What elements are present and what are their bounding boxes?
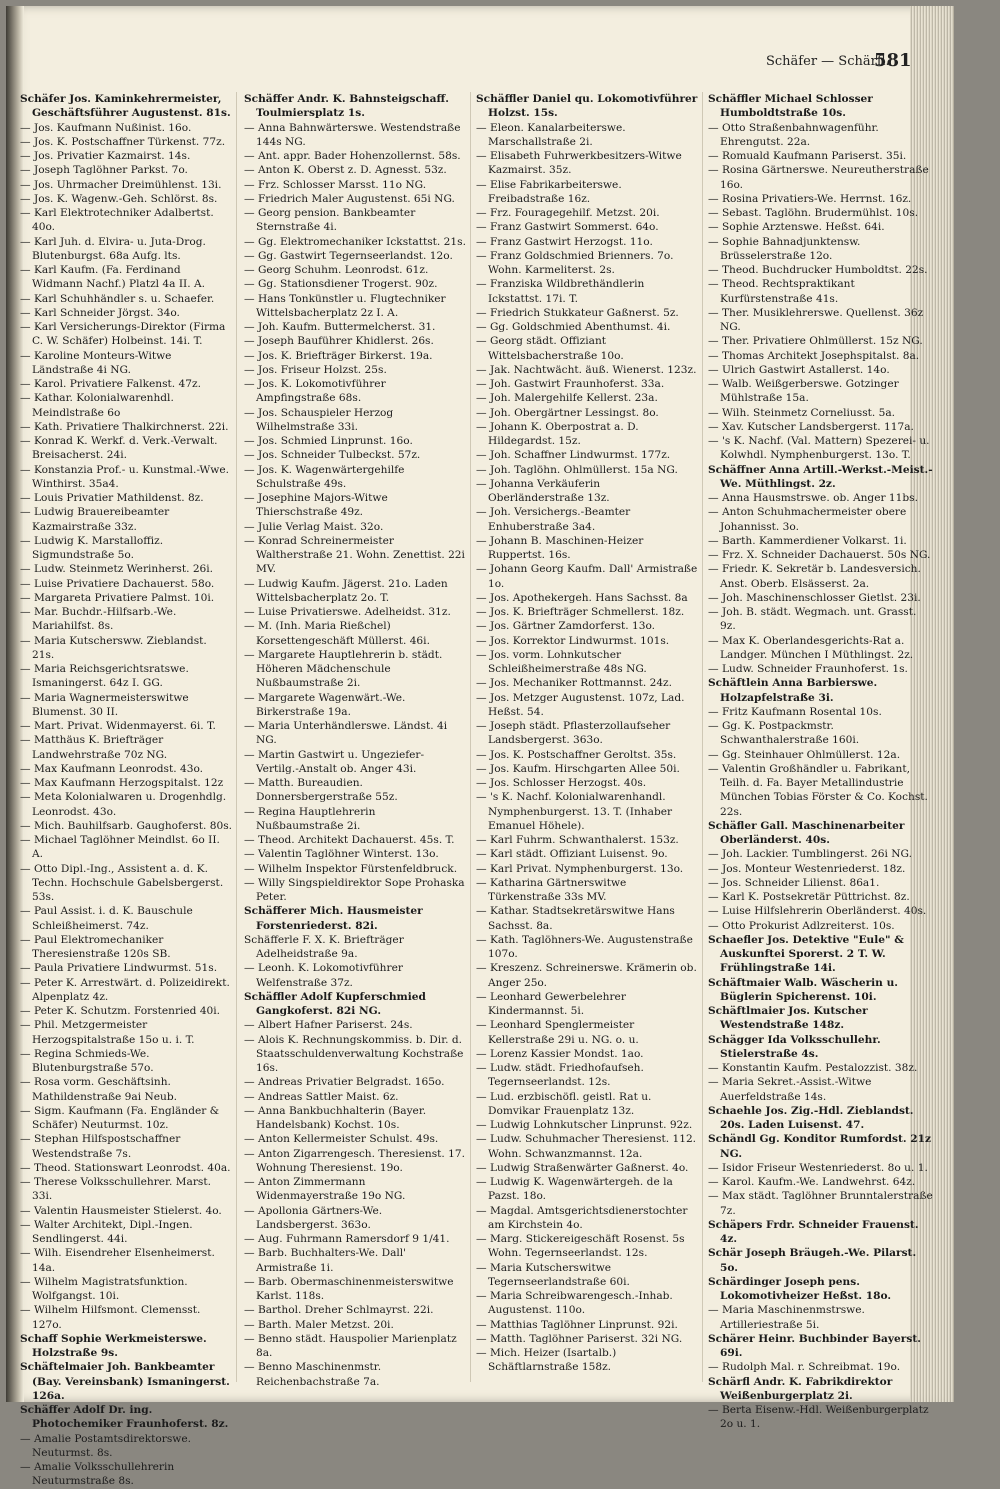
directory-entry: — Rosa vorm. Geschäftsinh. Mathildenstraße 9ai Neub.: [20, 1076, 178, 1103]
directory-entry: — Jos. Uhrmacher Dreimühlenst. 13i.: [20, 178, 222, 191]
running-title: Schäfer — Schärfl.: [766, 54, 890, 69]
directory-entry: — Ludwig K. Wagenwärtergeh. de la Pazst. 18o.: [476, 1176, 673, 1203]
directory-entry: — Lud. erzbischöfl. geistl. Rat u. Domvikar Frauenplatz 13z.: [476, 1090, 652, 1117]
directory-entry-surname: Schäftmaier Walb. Wäscherin u. Büglerin Spicherenst. 10i.: [708, 976, 898, 1003]
directory-entry: — Maria Wagnermeisterswitwe Blumenst. 30 II.: [20, 691, 189, 718]
directory-entry: — Joh. Versichergs.-Beamter Enhuberstraße 3a4.: [476, 506, 631, 533]
directory-entry: — Friedr. K. Sekretär b. Landesversich. Anst. Oberb. Elsässerst. 2a.: [708, 563, 921, 590]
directory-entry: — Amalie Postamtsdirektorswe. Neuturmst. 8s.: [20, 1432, 191, 1459]
directory-entry: — Johann Georg Kaufm. Dall' Armistraße 1o.: [476, 563, 698, 590]
directory-entry: — Margareta Privatiere Palmst. 10i.: [20, 591, 215, 604]
directory-entry: — Valentin Großhändler u. Fabrikant, Teilh. d. Fa. Bayer Metallindustrie München Tobias Förster & Co. Kochst. 22s.: [708, 762, 928, 818]
directory-entry: — Theod. Buchdrucker Humboldtst. 22s.: [708, 264, 928, 276]
directory-entry: — Ludwig Brauereibeamter Kazmairstraße 33z.: [20, 506, 170, 533]
directory-entry: Schäfferle F. X. K. Briefträger Adelheidstraße 9a.: [244, 933, 404, 960]
directory-entry: — Karl Schneider Jörgst. 34o.: [20, 306, 180, 319]
directory-entry: — Eleon. Kanalarbeiterswe. Marschallstraße 2i.: [476, 121, 626, 148]
directory-entry: — Joh. Gastwirt Fraunhoferst. 33a.: [476, 378, 665, 390]
directory-entry: — Rosina Privatiers-We. Herrnst. 16z.: [708, 192, 912, 205]
directory-entry: — Alois K. Rechnungskommiss. b. Dir. d. Staatsschuldenverwaltung Kochstraße 16s.: [244, 1033, 464, 1074]
directory-entry: — Gg. Elektromechaniker Ickstattst. 21s.: [244, 235, 466, 248]
directory-entry: — Hans Tonkünstler u. Flugtechniker Wittelsbacherplatz 2z I. A.: [244, 292, 446, 319]
directory-entry: — Joh. B. städt. Wegmach. unt. Grasst. 9z.: [708, 606, 917, 633]
directory-entry: — Friedrich Stukkateur Gaßnerst. 5z.: [476, 306, 679, 319]
directory-entry: — Joh. Maschinenschlosser Gietlst. 23i.: [708, 591, 921, 604]
directory-entry: — Franz Gastwirt Sommerst. 64o.: [476, 221, 659, 234]
directory-entry: — Leonhard Spenglermeister Kellerstraße 29i u. NG. o. u.: [476, 1019, 639, 1046]
directory-entry-surname: Schäftlein Anna Barbierswe. Holzapfelstraße 3i.: [708, 677, 878, 704]
directory-entry: — Valentin Hausmeister Stielerst. 4o.: [20, 1204, 222, 1217]
column-divider: [702, 92, 703, 1382]
directory-entry: — Louis Privatier Mathildenst. 8z.: [20, 492, 204, 504]
directory-entry: — Maria Reichsgerichtsratswe. Ismaningerst. 64z I. GG.: [20, 663, 189, 690]
directory-entry: — Karl Versicherungs-Direktor (Firma C. W. Schäfer) Holbeinst. 14i. T.: [20, 321, 226, 348]
directory-entry: — Marg. Stickereigeschäft Rosenst. 5s Wohn. Tegernseerlandst. 12s.: [476, 1233, 685, 1260]
directory-entry: — Joh. Taglöhn. Ohlmüllerst. 15a NG.: [476, 463, 678, 476]
directory-entry: — Georg Schuhm. Leonrodst. 61z.: [244, 264, 429, 276]
directory-entry: — Wilh. Steinmetz Corneliusst. 5a.: [708, 406, 896, 419]
directory-entry: — Ant. appr. Bader Hohenzollernst. 58s.: [244, 150, 461, 162]
directory-entry: — Thomas Architekt Josephspitalst. 8a.: [708, 349, 920, 362]
directory-entry-surname: Schäftlmaier Jos. Kutscher Westendstraße 148z.: [708, 1005, 868, 1032]
directory-entry-surname: Schärer Heinr. Buchbinder Bayerst. 69i.: [708, 1332, 921, 1359]
directory-entry: — Karl Juh. d. Elvira- u. Juta-Drog. Blutenburgst. 68a Aufg. lts.: [20, 235, 206, 262]
directory-entry: — Wilhelm Inspektor Fürstenfeldbruck.: [244, 862, 458, 875]
directory-entry: — Theod. Architekt Dachauerst. 45s. T.: [244, 834, 455, 846]
directory-entry: — Gg. K. Postpackmstr. Schwanthalerstraße 160i.: [708, 720, 860, 747]
directory-entry: — Jos. Schmied Linprunst. 16o.: [244, 435, 413, 447]
directory-entry: — Mich. Heizer (Isartalb.) Schäftlarnstraße 158z.: [476, 1347, 617, 1374]
directory-entry: — Konrad Schreinermeister Waltherstraße 21. Wohn. Zenettist. 22i MV.: [244, 534, 465, 576]
directory-entry: — Phil. Metzgermeister Herzogspitalstraße 15o u. i. T.: [20, 1019, 195, 1046]
directory-entry: — Konrad K. Werkf. d. Verk.-Verwalt. Breisacherst. 24i.: [20, 435, 218, 462]
directory-entry: — Mar. Buchdr.-Hilfsarb.-We. Mariahilfst. 8s.: [20, 606, 177, 633]
directory-entry: — Jos. Kaufmann Nußinist. 16o.: [20, 121, 192, 134]
directory-entry: — Barth. Kammerdiener Volkarst. 1i.: [708, 534, 907, 547]
directory-entry: — Andreas Sattler Maist. 6z.: [244, 1090, 399, 1103]
directory-entry: — Lorenz Kassier Mondst. 1ao.: [476, 1047, 644, 1060]
directory-entry: — Albert Hafner Pariserst. 24s.: [244, 1019, 413, 1032]
directory-entry: — Karl Privat. Nymphenburgerst. 13o.: [476, 862, 684, 875]
directory-entry: — Stephan Hilfspostschaffner Westendstraße 7s.: [20, 1133, 181, 1160]
directory-entry: — Benno Maschinenmstr. Reichenbachstraße 7a.: [244, 1361, 382, 1388]
directory-page: [6, 6, 954, 1488]
directory-entry: — Jos. Schneider Tulbeckst. 57z.: [244, 449, 421, 462]
directory-entry: — Theod. Rechtspraktikant Kurfürstenstraße 41s.: [708, 278, 855, 305]
directory-entry: — Jos. Apothekergeh. Hans Sachsst. 8a: [476, 591, 688, 604]
directory-entry: — Frz. Schlosser Marsst. 11o NG.: [244, 178, 427, 191]
directory-entry: — Paula Privatiere Lindwurmst. 51s.: [20, 962, 218, 975]
directory-entry: — Mart. Privat. Widenmayerst. 6i. T.: [20, 720, 216, 732]
directory-entry: — Maria Sekret.-Assist.-Witwe Auerfeldstraße 14s.: [708, 1076, 872, 1103]
directory-entry: — Ludw. Schuhmacher Theresienst. 112. Wohn. Schwanzmannst. 12a.: [476, 1133, 697, 1160]
directory-entry: — Regina Hauptlehrerin Nußbaumstraße 2i.: [244, 805, 376, 832]
directory-entry-surname: Schäffler Michael Schlosser Humboldtstraße 10s.: [708, 93, 873, 120]
directory-entry: — Maria Kutscherswitwe Tegernseerlandstraße 60i.: [476, 1261, 630, 1288]
directory-entry: — Sigm. Kaufmann (Fa. Engländer & Schäfer) Neuturmst. 10z.: [20, 1104, 220, 1131]
directory-entry: — Magdal. Amtsgerichtsdienerstochter am Kirchstein 4o.: [476, 1204, 688, 1231]
directory-entry: — Jos. K. Wagenwärtergehilfe Schulstraße 49s.: [244, 463, 405, 490]
directory-entry: — Otto Straßenbahnwagenführ. Ehrengutst. 22a.: [708, 121, 879, 148]
directory-entry: — Otto Dipl.-Ing., Assistent a. d. K. Techn. Hochschule Gabelsbergerst. 53s.: [20, 862, 224, 903]
directory-entry: — Joh. Schaffner Lindwurmst. 177z.: [476, 449, 671, 462]
directory-entry: — Meta Kolonialwaren u. Drogenhdlg. Leonrodst. 43o.: [20, 791, 227, 818]
directory-entry-surname: Schäfer Jos. Kaminkehrermeister, Geschäftsführer Augustenst. 81s.: [20, 93, 231, 120]
directory-entry-surname: Schaefler Jos. Detektive "Eule" & Auskunftei Sporerst. 2 T. W. Frühlingstraße 14i.: [708, 933, 904, 975]
directory-entry: — Walb. Weißgerberswe. Gotzinger Mühlstraße 15a.: [708, 378, 899, 405]
directory-entry: — 's K. Nachf. (Val. Mattern) Spezerei- u. Kolwhdl. Nymphenburgerst. 13o. T.: [708, 435, 930, 462]
directory-entry: — Peter K. Schutzm. Forstenried 40i.: [20, 1005, 221, 1017]
directory-entry: — Jos. Metzger Augustenst. 107z, Lad. Heßst. 54.: [476, 691, 685, 718]
directory-entry: — Maria Unterhändlerswe. Ländst. 4i NG.: [244, 720, 448, 747]
directory-entry: — Anna Hausmstrswe. ob. Anger 11bs.: [708, 492, 918, 504]
directory-entry: — Joseph Taglöhner Parkst. 7o.: [20, 164, 188, 177]
directory-entry: — Karoline Monteurs-Witwe Ländstraße 4i NG.: [20, 349, 172, 376]
directory-entry: — Franz Gastwirt Herzogst. 11o.: [476, 235, 653, 248]
directory-entry-surname: Schäffer Andr. K. Bahnsteigschaff. Toulmiersplatz 1s.: [244, 93, 449, 120]
directory-entry: — Gg. Steinhauer Ohlmüllerst. 12a.: [708, 748, 901, 761]
directory-entry: — Anton Schuhmachermeister obere Johannisst. 3o.: [708, 506, 907, 533]
directory-entry: — Ludw. städt. Friedhofaufseh. Tegernseerlandst. 12s.: [476, 1062, 644, 1089]
directory-entry: — Mich. Bauhilfsarb. Gaughoferst. 80s.: [20, 819, 233, 832]
directory-entry: — Luise Privatiere Dachauerst. 58o.: [20, 577, 215, 590]
directory-entry: — Margarete Wagenwärt.-We. Birkerstraße 19a.: [244, 691, 406, 718]
directory-entry: — Jos. Mechaniker Rottmannst. 24z.: [476, 677, 673, 690]
directory-entry: — Konstanzia Prof.- u. Kunstmal.-Wwe. Winthirst. 35a4.: [20, 463, 229, 490]
directory-entry: — Peter K. Arrestwärt. d. Polizeidirekt. Alpenplatz 4z.: [20, 976, 230, 1003]
directory-entry: — Xav. Kutscher Landsbergerst. 117a.: [708, 420, 914, 433]
directory-entry: — Fritz Kaufmann Rosental 10s.: [708, 705, 882, 718]
directory-entry: — Joh. Obergärtner Lessingst. 8o.: [476, 406, 659, 419]
directory-entry: — Konstantin Kaufm. Pestalozzist. 38z.: [708, 1062, 918, 1074]
directory-entry: — Jos. vorm. Lohnkutscher Schleißheimerstraße 48s NG.: [476, 648, 647, 675]
directory-entry-surname: Schäffler Daniel qu. Lokomotivführer Holzst. 15s.: [476, 93, 698, 120]
directory-entry: — Wilhelm Hilfsmont. Clemensst. 127o.: [20, 1304, 201, 1331]
directory-entry: — Franziska Wildbrethändlerin Ickstattst. 17i. T.: [476, 278, 645, 305]
directory-entry: — Ludwig Lohnkutscher Linprunst. 92z.: [476, 1119, 693, 1131]
directory-entry: — Ther. Privatiere Ohlmüllerst. 15z NG.: [708, 335, 923, 348]
directory-entry: — Max Kaufmann Leonrodst. 43o.: [20, 762, 204, 775]
directory-entry-surname: Schäfler Gall. Maschinenarbeiter Oberländerst. 40s.: [708, 819, 905, 846]
directory-entry: — Paul Elektromechaniker Theresienstraße 120s SB.: [20, 933, 171, 960]
directory-entry: — Ludwig Straßenwärter Gaßnerst. 4o.: [476, 1161, 689, 1174]
directory-entry: — 's K. Nachf. Kolonialwarenhandl. Nymphenburgerst. 13. T. (Inhaber Emanuel Höhele).: [476, 791, 673, 832]
column-2: [244, 92, 466, 1392]
directory-entry: — Leonh. K. Lokomotivführer Welfenstraße 37z.: [244, 962, 403, 989]
page-header: [736, 46, 936, 76]
directory-entry: — Wilhelm Magistratsfunktion. Wolfgangst. 10i.: [20, 1275, 188, 1302]
directory-entry: — Otto Prokurist Adlzreiterst. 10s.: [708, 919, 895, 932]
directory-entry: — Barthol. Dreher Schlmayrst. 22i.: [244, 1304, 434, 1317]
directory-entry: — Berta Eisenw.-Hdl. Weißenburgerplatz 2o u. 1.: [708, 1404, 929, 1431]
directory-entry: — Karol. Privatiere Falkenst. 47z.: [20, 378, 201, 390]
directory-entry: — Ther. Musiklehrerswe. Quellenst. 36z NG.: [708, 306, 924, 333]
directory-entry-surname: Schäffer Adolf Dr. ing. Photochemiker Fraunhoferst. 8z.: [20, 1404, 229, 1431]
directory-entry: — Ludw. Steinmetz Werinherst. 26i.: [20, 563, 214, 576]
directory-entry: — Joseph städt. Pflasterzollaufseher Landsbergerst. 363o.: [476, 720, 671, 747]
directory-entry-surname: Schäpers Frdr. Schneider Frauenst. 4z.: [708, 1218, 919, 1245]
directory-entry: — Elisabeth Fuhrwerkbesitzers-Witwe Kazmairst. 35z.: [476, 150, 682, 177]
directory-entry: — Maria Schreibwarengesch.-Inhab. Augustenst. 110o.: [476, 1290, 673, 1317]
directory-entry-surname: Schäfferer Mich. Hausmeister Forstenriederst. 82i.: [244, 905, 423, 932]
directory-entry: — Jos. Schlosser Herzogst. 40s.: [476, 777, 647, 789]
directory-entry: — Frz. Fouragegehilf. Metzst. 20i.: [476, 207, 660, 219]
directory-entry: — Karl Fuhrm. Schwanthalerst. 153z.: [476, 834, 679, 846]
directory-entry-surname: Schaff Sophie Werkmeisterswe. Holzstraße 9s.: [20, 1332, 207, 1359]
directory-entry-surname: Schändl Gg. Konditor Rumfordst. 21z NG.: [708, 1133, 932, 1160]
directory-entry: — Johann K. Oberpostrat a. D. Hildegardst. 15z.: [476, 420, 639, 447]
directory-entry: — Joh. Malergehilfe Kellerst. 23a.: [476, 392, 658, 405]
directory-entry: — Apollonia Gärtners-We. Landsbergerst. 363o.: [244, 1204, 383, 1231]
directory-entry: — Jos. Schneider Lilienst. 86a1.: [708, 876, 880, 889]
directory-entry: — Georg städt. Offiziant Wittelsbacherstraße 10o.: [476, 335, 624, 362]
directory-entry: — M. (Inh. Maria Rießchel) Korsettengeschäft Müllerst. 46i.: [244, 620, 430, 647]
directory-entry: — Maria Kutschersww. Zieblandst. 21s.: [20, 634, 207, 661]
directory-entry: — Friedrich Maler Augustenst. 65i NG.: [244, 192, 455, 205]
column-divider: [236, 92, 237, 1382]
directory-entry: — Jos. Monteur Westenriederst. 18z.: [708, 862, 906, 875]
directory-entry: — Rosina Gärtnerswe. Neureutherstraße 16o.: [708, 164, 929, 191]
directory-entry: — Jos. Gärtner Zamdorferst. 13o.: [476, 620, 656, 633]
directory-entry: — Ulrich Gastwirt Astallerst. 14o.: [708, 363, 890, 376]
directory-entry-surname: Schäftelmaier Joh. Bankbeamter (Bay. Vereinsbank) Ismaningerst. 126a.: [20, 1361, 230, 1402]
directory-entry: — Luise Hilfslehrerin Oberländerst. 40s.: [708, 905, 927, 918]
directory-entry: — Kathar. Stadtsekretärswitwe Hans Sachsst. 8a.: [476, 905, 675, 932]
directory-entry: — Kath. Privatiere Thalkirchnerst. 22i.: [20, 420, 229, 433]
directory-entry: — Jos. Schauspieler Herzog Wilhelmstraße 33i.: [244, 406, 394, 433]
directory-entry: — Anton Kellermeister Schulst. 49s.: [244, 1133, 439, 1146]
directory-entry: — Therese Volksschullehrer. Marst. 33i.: [20, 1176, 211, 1203]
directory-entry: — Paul Assist. i. d. K. Bauschule Schleißheimerst. 74z.: [20, 905, 193, 932]
directory-entry: — Luise Privatierswe. Adelheidst. 31z.: [244, 606, 451, 618]
directory-entry: — Georg pension. Bankbeamter Sternstraße 4i.: [244, 207, 416, 234]
directory-entry: — Romuald Kaufmann Pariserst. 35i.: [708, 150, 907, 162]
directory-entry: — Matth. Taglöhner Pariserst. 32i NG.: [476, 1332, 683, 1345]
directory-entry: — Ludw. Schneider Fraunhoferst. 1s.: [708, 663, 908, 675]
directory-entry: — Jos. K. Briefträger Birkerst. 19a.: [244, 349, 433, 362]
directory-entry: — Jos. Friseur Holzst. 25s.: [244, 363, 387, 376]
directory-entry: — Anton Zimmermann Widenmayerstraße 19o NG.: [244, 1176, 406, 1203]
directory-entry-surname: Schärfl Andr. K. Fabrikdirektor Weißenburgerplatz 2i.: [708, 1375, 893, 1402]
directory-entry: — Josephine Majors-Witwe Thierschstraße 49z.: [244, 492, 388, 519]
directory-entry: — Julie Verlag Maist. 32o.: [244, 520, 384, 533]
directory-entry: — Walter Architekt, Dipl.-Ingen. Sendlingerst. 44i.: [20, 1218, 193, 1245]
directory-entry: — Jos. Privatier Kazmairst. 14s.: [20, 150, 191, 162]
directory-entry: — Michael Taglöhner Meindlst. 6o II. A.: [20, 834, 220, 861]
directory-entry: — Martin Gastwirt u. Ungeziefer-Vertilg.-Anstalt ob. Anger 43i.: [244, 748, 425, 775]
directory-entry: — Joh. Kaufm. Buttermelcherst. 31.: [244, 321, 436, 333]
directory-entry: — Kath. Taglöhners-We. Augustenstraße 107o.: [476, 933, 693, 960]
directory-entry: — Leonhard Gewerbelehrer Kindermannst. 5i.: [476, 990, 626, 1017]
directory-entry: — Matth. Bureaudien. Donnersbergerstraße 55z.: [244, 777, 398, 804]
directory-entry: — Gg. Gastwirt Tegernseerlandst. 12o.: [244, 249, 453, 262]
directory-entry: — Max Kaufmann Herzogspitalst. 12z: [20, 777, 224, 789]
directory-entry: — Max K. Oberlandesgerichts-Rat a. Landger. München I Müthlingst. 2z.: [708, 634, 914, 661]
directory-entry: — Regina Schmieds-We. Blutenburgstraße 57o.: [20, 1047, 154, 1074]
directory-entry: — Jos. K. Briefträger Schmellerst. 18z.: [476, 606, 685, 618]
directory-entry: — Isidor Friseur Westenriederst. 8o u. 1.: [708, 1161, 928, 1174]
directory-entry: — Benno städt. Hauspolier Marienplatz 8a.: [244, 1332, 457, 1359]
directory-entry: — Jos. K. Lokomotivführer Ampfingstraße 68s.: [244, 378, 386, 405]
directory-entry: — Karl Kaufm. (Fa. Ferdinand Widmann Nachf.) Platzl 4a II. A.: [20, 264, 205, 291]
directory-entry: — Barth. Maler Metzst. 20i.: [244, 1318, 394, 1331]
directory-entry-surname: Schär Joseph Bräugeh.-We. Pilarst. 5o.: [708, 1247, 917, 1274]
directory-entry: — Joh. Lackier. Tumblingerst. 26i NG.: [708, 848, 912, 861]
directory-entry: — Sophie Bahnadjunktensw. Brüsselerstraße 12o.: [708, 235, 861, 262]
directory-entry-surname: Schäffler Adolf Kupferschmied Gangkoferst. 82i NG.: [244, 990, 426, 1017]
directory-entry: — Anton K. Oberst z. D. Agnesst. 53z.: [244, 164, 447, 177]
directory-entry: — Franz Goldschmied Brienners. 7o. Wohn. Karmeliterst. 2s.: [476, 249, 674, 276]
directory-entry: — Gg. Goldschmied Abenthumst. 4i.: [476, 321, 671, 333]
directory-entry: — Karl K. Postsekretär Püttrichst. 8z.: [708, 891, 910, 903]
directory-entry: — Amalie Volksschullehrerin Neuturmstraße 8s.: [20, 1461, 175, 1488]
directory-entry: — Jos. K. Wagenw.-Geh. Schlörst. 8s.: [20, 192, 218, 205]
directory-entry: — Jos. Kaufm. Hirschgarten Allee 50i.: [476, 762, 680, 775]
directory-entry: — Karl Elektrotechniker Adalbertst. 40o.: [20, 207, 214, 234]
directory-entry: — Jak. Nachtwächt. äuß. Wienerst. 123z.: [476, 363, 697, 376]
directory-entry: — Anton Zigarrengesch. Theresienst. 17. Wohnung Theresienst. 19o.: [244, 1147, 465, 1174]
directory-entry: — Karl städt. Offiziant Luisenst. 9o.: [476, 848, 668, 861]
directory-entry: — Jos. K. Postschaffner Geroltst. 35s.: [476, 748, 677, 761]
directory-entry: — Willy Singspieldirektor Sope Prohaska Peter.: [244, 876, 465, 903]
directory-entry: — Kreszenz. Schreinerswe. Krämerin ob. Anger 25o.: [476, 962, 697, 989]
directory-entry: — Jos. K. Postschaffner Türkenst. 77z.: [20, 135, 226, 148]
directory-entry: — Katharina Gärtnerswitwe Türkenstraße 33s MV.: [476, 876, 627, 903]
directory-entry: — Gg. Stationsdiener Trogerst. 90z.: [244, 278, 438, 291]
directory-entry: — Johanna Verkäuferin Oberländerstraße 13z.: [476, 477, 610, 504]
column-1: [20, 92, 233, 1488]
directory-entry: — Rudolph Mal. r. Schreibmat. 19o.: [708, 1361, 901, 1374]
directory-entry-surname: Schäffner Anna Artill.-Werkst.-Meist.-We. Müthlingst. 2z.: [708, 463, 933, 490]
directory-entry-surname: Schaehle Jos. Zig.-Hdl. Zieblandst. 20s. Laden Luisenst. 47.: [708, 1104, 914, 1131]
column-4: [708, 92, 934, 1431]
directory-entry: — Sophie Arztenswe. Heßst. 64i.: [708, 221, 885, 234]
directory-entry: — Max städt. Taglöhner Brunntalerstraße 7z.: [708, 1190, 933, 1217]
directory-entry: — Barb. Buchhalters-We. Dall' Armistraße 1i.: [244, 1247, 407, 1274]
directory-entry: — Anna Bahnwärterswe. Westendstraße 144s NG.: [244, 121, 461, 148]
directory-entry: — Barb. Obermaschinenmeisterswitwe Karlst. 118s.: [244, 1275, 454, 1302]
column-divider: [470, 92, 471, 1382]
directory-entry: — Wilh. Eisendreher Elsenheimerst. 14a.: [20, 1247, 215, 1274]
directory-entry: — Matthias Taglöhner Linprunst. 92i.: [476, 1318, 678, 1331]
directory-entry: — Aug. Fuhrmann Ramersdorf 9 1/41.: [244, 1233, 450, 1245]
directory-entry: — Anna Bankbuchhalterin (Bayer. Handelsbank) Kochst. 10s.: [244, 1104, 427, 1131]
directory-entry: — Ludwig Kaufm. Jägerst. 21o. Laden Wittelsbacherplatz 2o. T.: [244, 577, 448, 604]
directory-entry: — Elise Fabrikarbeiterswe. Freibadstraße 16z.: [476, 178, 622, 205]
directory-entry: — Sebast. Taglöhn. Brudermühlst. 10s.: [708, 207, 919, 219]
directory-entry: — Johann B. Maschinen-Heizer Ruppertst. 16s.: [476, 534, 644, 561]
directory-entry: — Valentin Taglöhner Winterst. 13o.: [244, 848, 439, 861]
directory-entry: — Frz. X. Schneider Dachauerst. 50s NG.: [708, 549, 931, 561]
directory-entry: — Jos. Korrektor Lindwurmst. 101s.: [476, 634, 670, 647]
directory-entry: — Karl Schuhhändler s. u. Schaefer.: [20, 292, 215, 305]
directory-entry-surname: Schägger Ida Volksschullehr. Stielerstraße 4s.: [708, 1033, 881, 1060]
directory-entry: — Matthäus K. Briefträger Landwehrstraße 70z NG.: [20, 734, 168, 761]
directory-entry: — Andreas Privatier Belgradst. 165o.: [244, 1076, 445, 1089]
directory-entry-surname: Schärdinger Joseph pens. Lokomotivheizer Heßst. 18o.: [708, 1275, 892, 1302]
directory-entry: — Theod. Stationswart Leonrodst. 40a.: [20, 1161, 231, 1174]
directory-entry: — Kathar. Kolonialwarenhdl. Meindlstraße 6o: [20, 392, 174, 419]
directory-entry: — Margarete Hauptlehrerin b. städt. Höheren Mädchenschule Nußbaumstraße 2i.: [244, 648, 443, 690]
directory-entry: — Ludwig K. Marstalloffiz. Sigmundstraße 5o.: [20, 534, 164, 561]
column-3: [476, 92, 698, 1392]
page-number: 581: [874, 50, 912, 71]
directory-entry: — Joseph Bauführer Khidlerst. 26s.: [244, 335, 434, 348]
directory-entry: — Karol. Kaufm.-We. Landwehrst. 64z.: [708, 1176, 916, 1188]
directory-entry: — Maria Maschinenmstrswe. Artilleriestraße 5i.: [708, 1304, 865, 1331]
